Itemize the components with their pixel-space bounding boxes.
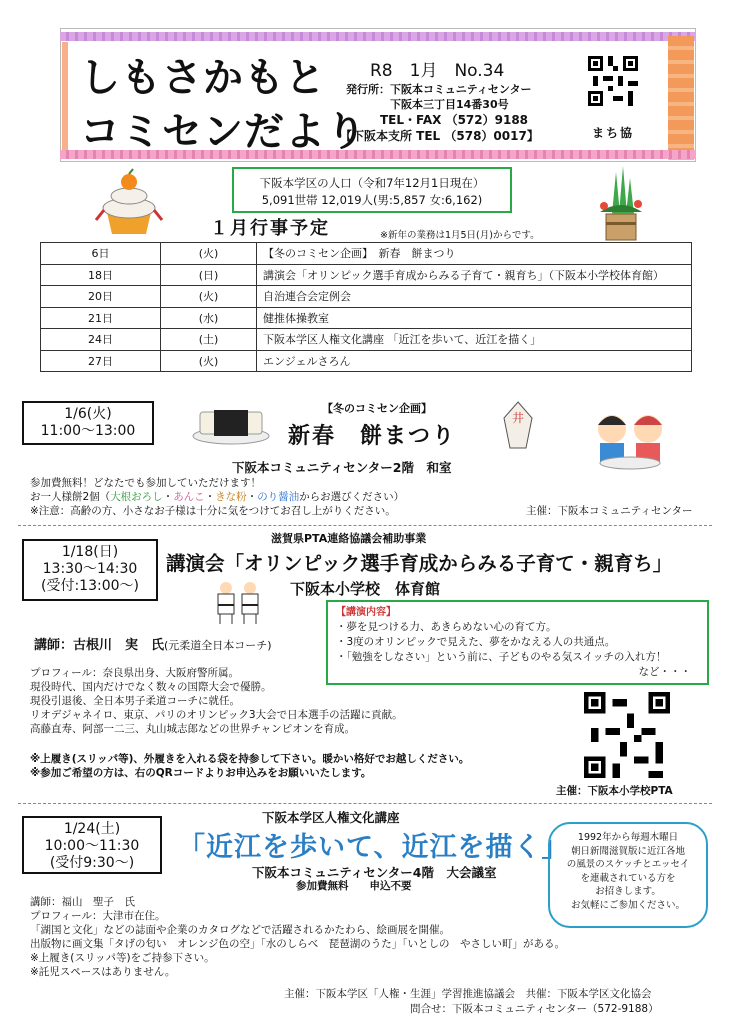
lecturer-note: (元柔道全日本コーチ) bbox=[164, 639, 272, 652]
schedule-event: 自治連合会定例会 bbox=[257, 286, 692, 308]
note-line: ※上履き(スリッパ等)、外履きを入れる袋を持参して下さい。暖かい格好でお越しください。 bbox=[30, 753, 470, 765]
note-line: ※参加ご希望の方は、右のQRコードよりお申込みをお願いいたします。 bbox=[30, 767, 372, 779]
population-title: 下阪本学区の人口（令和7年12月1日現在） bbox=[259, 176, 485, 190]
schedule-date: 24日 bbox=[41, 329, 161, 351]
schedule-event: 講演会「オリンピック選手育成からみる子育て・親育ち」（下阪本小学校体育館） bbox=[257, 264, 692, 286]
qr-code-icon bbox=[588, 56, 638, 106]
callout-line: お招きします。 bbox=[595, 886, 661, 897]
profile-line: リオデジャネイロ、東京、パリのオリンピック3大会で日本選手の活躍に貢献。 bbox=[30, 709, 403, 721]
kadomatsu-icon bbox=[592, 164, 650, 244]
event1-time: 11:00～13:00 bbox=[40, 423, 136, 439]
org-label: まち協 bbox=[592, 126, 635, 140]
detail-line: 講師：福山 聖子 氏 bbox=[30, 896, 135, 908]
callout-line: の風景のスケッチとエッセイ bbox=[566, 859, 690, 870]
schedule-day: (火) bbox=[161, 286, 257, 308]
schedule-date: 21日 bbox=[41, 307, 161, 329]
event3-details bbox=[30, 895, 565, 979]
table-row bbox=[41, 286, 692, 308]
callout-line: 1992年から毎週木曜日 bbox=[577, 832, 679, 843]
option-anko: あんこ bbox=[173, 491, 205, 503]
detail-line: プロフィール：大津市在住。 bbox=[30, 910, 166, 922]
schedule-date: 20日 bbox=[41, 286, 161, 308]
event3-host: 主催：下阪本学区「人権・生涯」学習推進協議会 共催：下阪本学区文化協会 bbox=[284, 988, 652, 1000]
publisher-address: 下阪本三丁目14番30号 bbox=[390, 98, 509, 111]
publisher: 発行所：下阪本コミュニティセンター bbox=[346, 83, 532, 96]
event2-host: 主催：下阪本小学校PTA bbox=[556, 785, 673, 797]
newsletter-title-line2: コミセンだより bbox=[80, 109, 367, 155]
masthead-top-border bbox=[60, 32, 696, 41]
separator: ・ bbox=[246, 491, 258, 503]
publisher-tel: TEL・FAX （572）9188 bbox=[380, 113, 529, 127]
event1-datebox bbox=[22, 401, 154, 445]
callout-line: お気軽にご参加ください。 bbox=[570, 899, 685, 911]
schedule-day: (水) bbox=[161, 307, 257, 329]
event2-lecturer bbox=[34, 634, 272, 653]
schedule-note: ※新年の業務は1月5日(月)からです。 bbox=[380, 230, 540, 241]
lecture-point: ・「勉強をしなさい」という前に、子どものやる気スイッチの入れ方！ bbox=[336, 651, 667, 663]
event3-fee: 参加費無料 申込不要 bbox=[296, 880, 412, 892]
profile-line: 高藤直寿、阿部一二三、丸山城志郎などの世界チャンピオンを育成。 bbox=[30, 723, 356, 735]
event1-venue: 下阪本コミュニティセンター2階 和室 bbox=[232, 460, 452, 475]
event1-fee: 参加費無料！どなたでも参加していただけます！ bbox=[30, 477, 261, 489]
separator: ・ bbox=[204, 491, 216, 503]
event3-contact: 問合せ：下阪本コミュニティセンター（572-9188） bbox=[410, 1003, 659, 1015]
newsletter-title-line1: しもさかもと bbox=[80, 55, 326, 101]
table-row bbox=[41, 264, 692, 286]
lecture-content-header: 【講演内容】 bbox=[336, 607, 396, 618]
event2-time: 13:30～14:30 bbox=[42, 561, 138, 577]
event2-title: 講演会「オリンピック選手育成からみる子育て・親育ち」 bbox=[166, 552, 673, 575]
lecturer-name: 講師：古根川 実 氏 bbox=[34, 638, 165, 653]
detail-line: 出版物に画文集「タげの匂い オレンジ色の空」「水のしらべ 琵琶湖のうた」「いとしの やさしい町」がある。 bbox=[30, 938, 565, 950]
profile-line: プロフィール：奈良県出身、大阪府警所属。 bbox=[30, 667, 239, 679]
event2-venue: 下阪本小学校 体育館 bbox=[290, 580, 441, 598]
judo-icon bbox=[212, 580, 264, 626]
event3-title: 「近江を歩いて、近江を描く」 bbox=[178, 832, 570, 863]
lecture-point: ・3度のオリンピックで見えた、夢をかなえる人の共通点。 bbox=[336, 636, 616, 648]
schedule-event: 下阪本学区人権文化講座 「近江を歩いて、近江を描く」 bbox=[257, 329, 692, 351]
schedule-title: １月行事予定 bbox=[210, 218, 330, 239]
options-suffix: からお選びください） bbox=[299, 491, 405, 503]
option-nori: のり醤油 bbox=[257, 491, 300, 503]
event1-header: 【冬のコミセン企画】 bbox=[322, 402, 432, 415]
option-daikon: 大根おろし bbox=[110, 491, 163, 503]
schedule-day: (土) bbox=[161, 329, 257, 351]
lecture-point: ・夢を見つける力、あきらめない心の育て方。 bbox=[336, 621, 557, 633]
schedule-event: 健推体操教室 bbox=[257, 307, 692, 329]
option-kinako: きな粉 bbox=[215, 491, 247, 503]
event3-time: 10:00～11:30 bbox=[44, 838, 140, 854]
schedule-event: エンジェルさろん bbox=[257, 350, 692, 372]
table-row bbox=[41, 350, 692, 372]
event2-date: 1/18(日) bbox=[61, 544, 119, 560]
event3-reception: (受付9:30～) bbox=[49, 855, 135, 871]
separator: ・ bbox=[162, 491, 174, 503]
qr-code-icon[interactable] bbox=[584, 692, 670, 778]
schedule-event: 【冬のコミセン企画】 新春 餅まつり bbox=[257, 243, 692, 265]
mochi-icon bbox=[190, 406, 272, 446]
callout-line: を連載されている方を bbox=[580, 872, 676, 884]
event3-series: 下阪本学区人権文化講座 bbox=[262, 810, 400, 825]
detail-line: ※上履き(スリッパ等)をご持参下さい。 bbox=[30, 952, 215, 964]
branch-tel: 【下阪本支所 TEL （578）0017】 bbox=[340, 129, 539, 143]
callout-line: 朝日新聞滋賀版に近江各地 bbox=[570, 845, 685, 857]
section-divider bbox=[18, 525, 712, 526]
svg-text:井: 井 bbox=[512, 411, 525, 425]
issue-number: R8 1月 No.34 bbox=[370, 61, 505, 81]
schedule-table bbox=[40, 242, 692, 372]
detail-line: 「湖国と文化」などの誌面や企業のカタログなどで活躍されるかたわら、絵画展を開催。 bbox=[30, 924, 450, 936]
event3-callout bbox=[548, 822, 708, 928]
table-row bbox=[41, 307, 692, 329]
schedule-date: 27日 bbox=[41, 350, 161, 372]
schedule-date: 6日 bbox=[41, 243, 161, 265]
children-eating-icon bbox=[592, 405, 670, 471]
profile-line: 現役引退後、全日本男子柔道コーチに就任。 bbox=[30, 695, 240, 707]
event1-mochi-options bbox=[30, 490, 404, 504]
event3-datebox bbox=[22, 816, 162, 874]
event2-datebox bbox=[22, 539, 158, 601]
event3-date: 1/24(土) bbox=[63, 821, 121, 837]
event2-notes bbox=[30, 752, 469, 780]
population-box bbox=[232, 167, 512, 213]
section-divider bbox=[18, 803, 712, 804]
masthead-right-border bbox=[668, 36, 694, 160]
event1-title: 新春 餅まつり bbox=[288, 423, 457, 449]
masthead-left-border bbox=[62, 42, 68, 150]
lecture-point-more: など・・・ bbox=[638, 666, 691, 678]
schedule-day: (火) bbox=[161, 243, 257, 265]
schedule-date: 18日 bbox=[41, 264, 161, 286]
kite-icon bbox=[498, 400, 538, 452]
schedule-day: (火) bbox=[161, 350, 257, 372]
table-row bbox=[41, 243, 692, 265]
table-row bbox=[41, 329, 692, 351]
event2-reception: (受付:13:00～) bbox=[41, 578, 139, 594]
event1-host: 主催：下阪本コミュニティセンター bbox=[526, 505, 693, 517]
event2-profile bbox=[30, 666, 403, 736]
event1-caution: ※注意：高齢の方、小さなお子様は十分に気をつけてお召し上がりください。 bbox=[30, 505, 396, 517]
population-figures: 5,091世帯 12,019人(男:5,857 女:6,162) bbox=[261, 193, 483, 207]
event1-date: 1/6(火) bbox=[64, 406, 112, 422]
schedule-day: (日) bbox=[161, 264, 257, 286]
options-prefix: お一人様餅2個（ bbox=[30, 491, 111, 503]
event2-sponsor: 滋賀県PTA連絡協議会補助事業 bbox=[271, 532, 427, 545]
profile-line: 現役時代、国内だけでなく数々の国際大会で優勝。 bbox=[30, 681, 272, 693]
kagami-mochi-icon bbox=[94, 166, 164, 236]
event3-venue: 下阪本コミュニティセンター4階 大会議室 bbox=[252, 865, 497, 880]
detail-line: ※託児スペースはありません。 bbox=[30, 966, 176, 978]
